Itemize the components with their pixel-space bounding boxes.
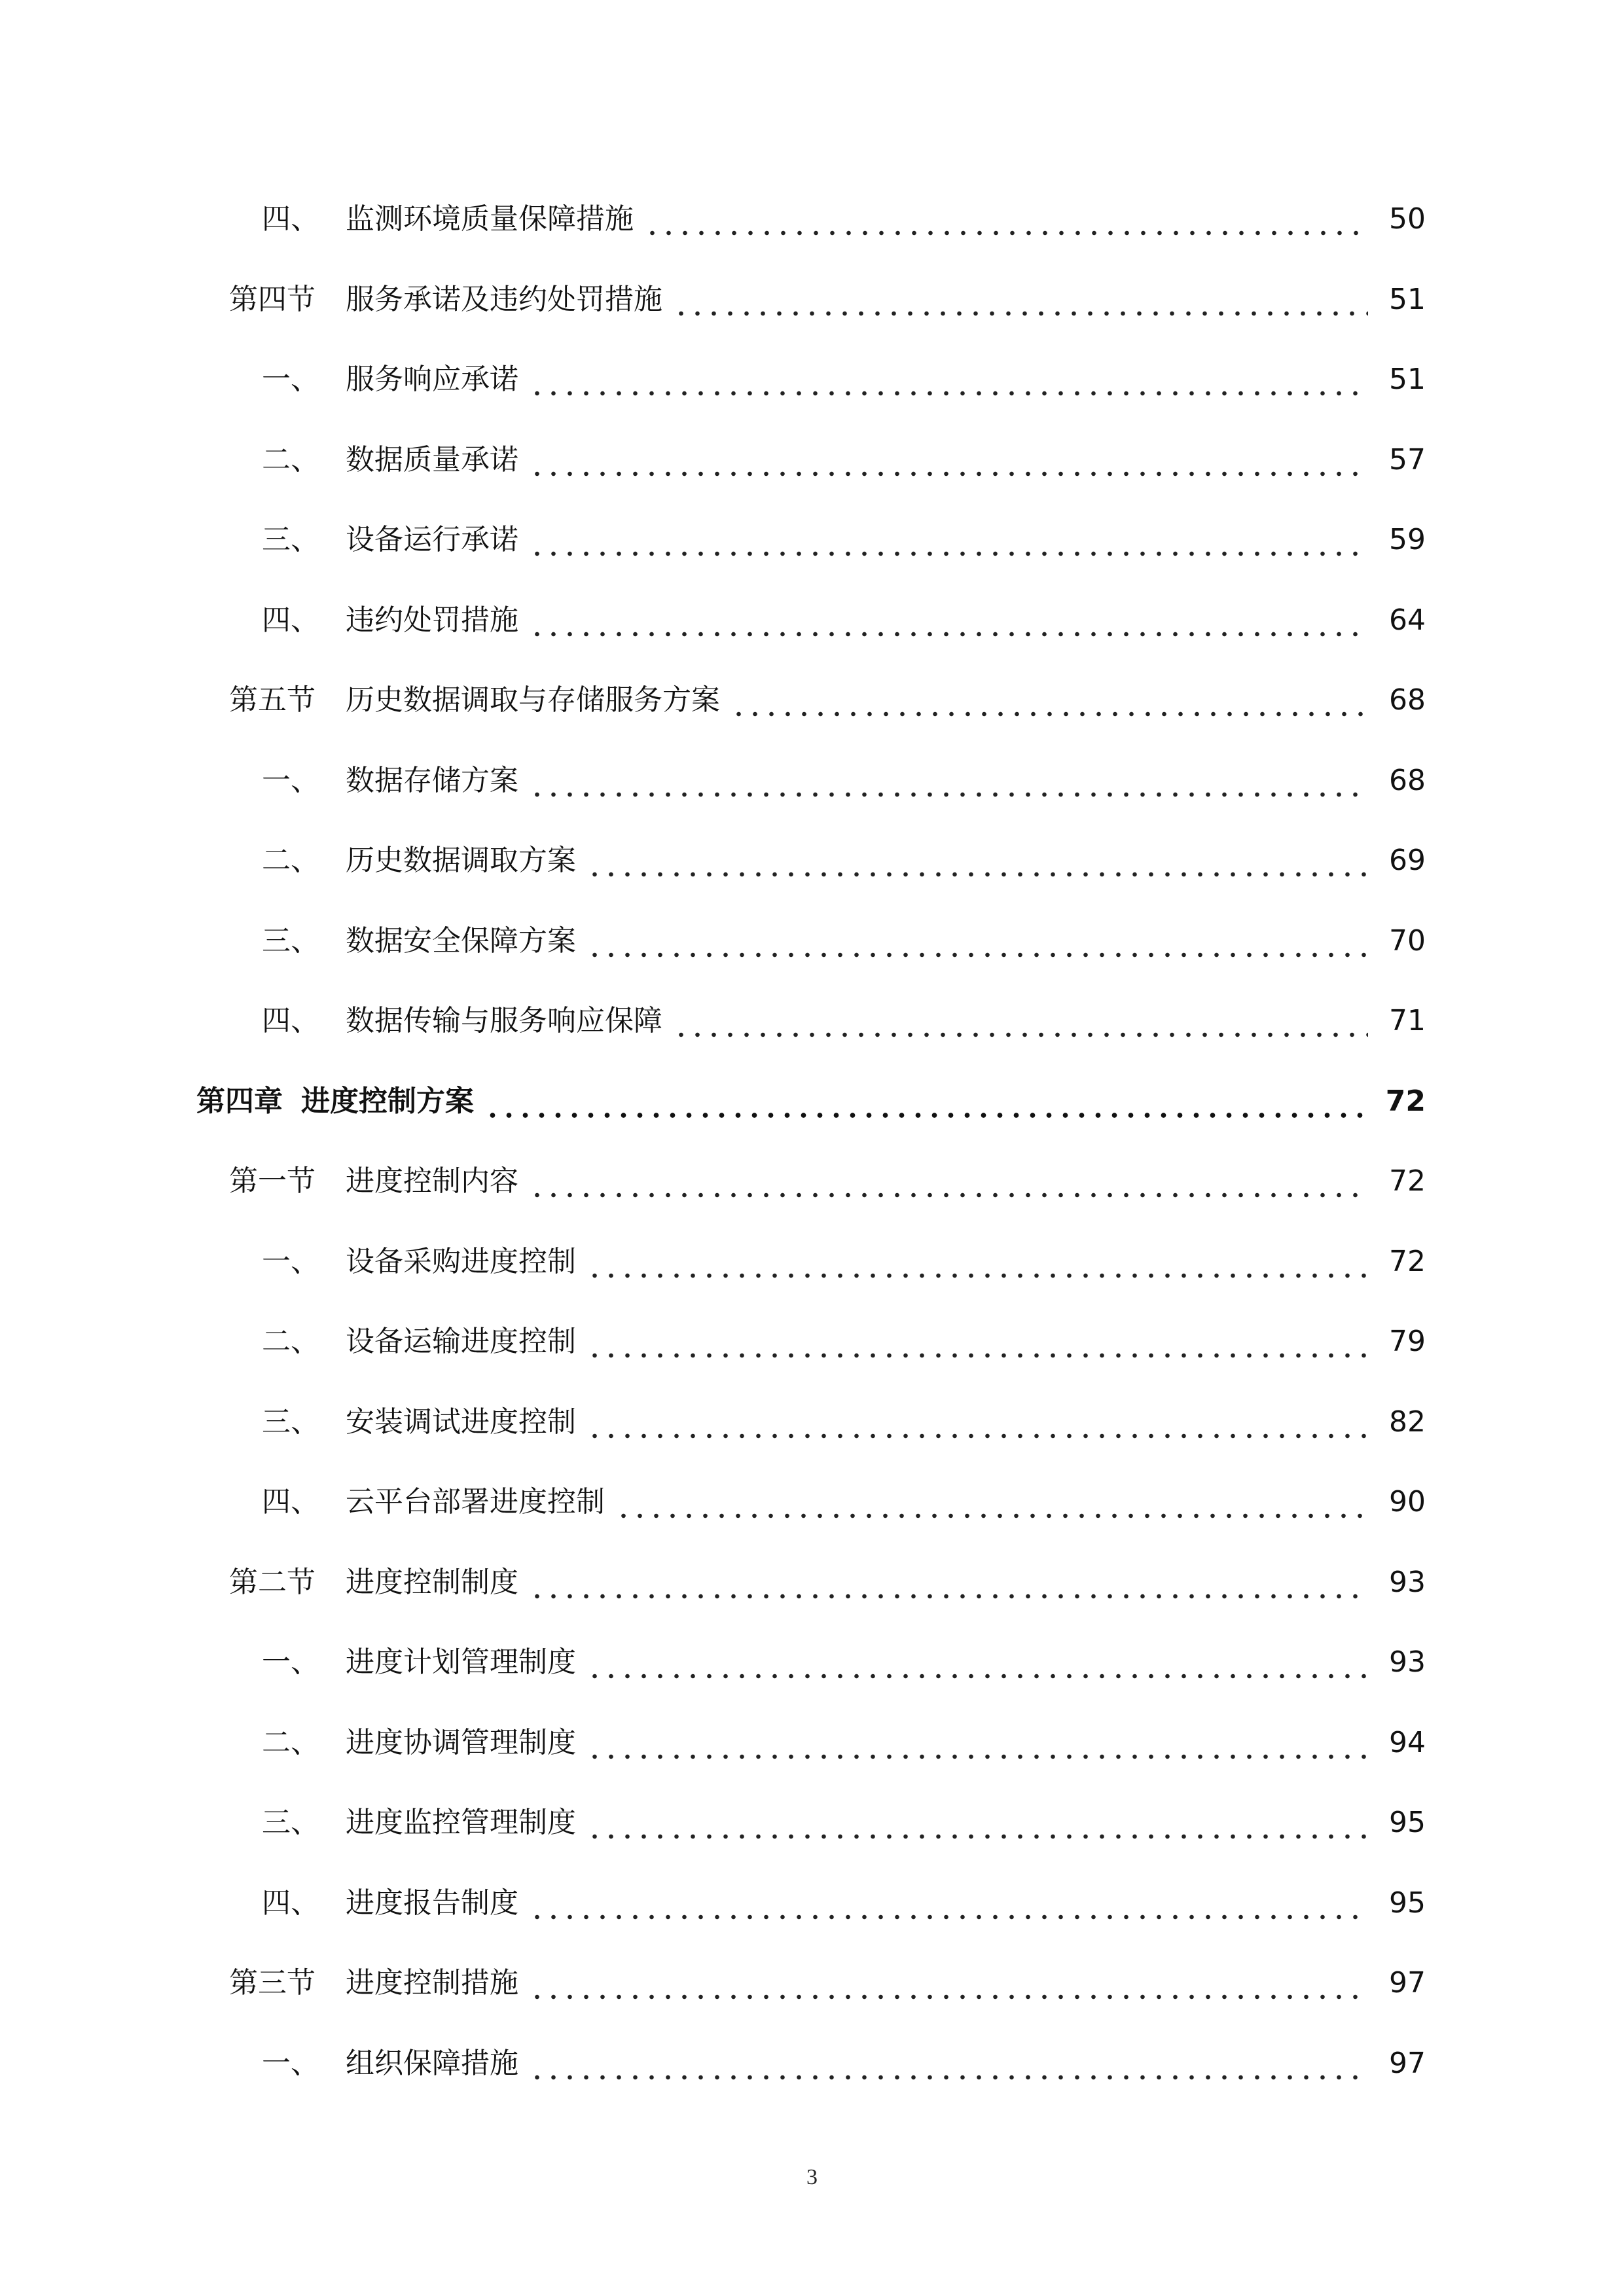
dot-leader [529, 2037, 1368, 2090]
dot-leader [586, 1797, 1368, 1849]
toc-entry-title: 历史数据调取方案 [346, 844, 576, 877]
toc-entry-page-number: 51 [1389, 283, 1426, 316]
toc-entry-title: 进度协调管理制度 [346, 1726, 576, 1759]
toc-entry-prefix: 二、 [262, 1726, 319, 1759]
toc-entry-prefix: 一、 [262, 2047, 319, 2080]
toc-entry-title: 数据传输与服务响应保障 [346, 1004, 662, 1037]
toc-entry-item[interactable] [0, 915, 1624, 967]
toc-entry-item[interactable] [0, 193, 1624, 245]
toc-entry-section[interactable] [0, 274, 1624, 326]
toc-entry-page-number: 59 [1389, 523, 1426, 556]
dot-leader [586, 915, 1368, 967]
toc-entry-page-number: 71 [1389, 1004, 1426, 1037]
dot-leader [615, 1476, 1368, 1528]
toc-entry-title: 安装调试进度控制 [346, 1405, 576, 1439]
toc-entry-prefix: 四、 [262, 603, 319, 637]
page-number: 3 [806, 2165, 818, 2189]
toc-entry-page-number: 95 [1389, 1806, 1426, 1839]
dot-leader [529, 353, 1368, 406]
dot-leader [731, 674, 1368, 726]
toc-entry-title: 违约处罚措施 [346, 603, 518, 637]
dot-leader [529, 1877, 1368, 1929]
toc-entry-prefix: 一、 [262, 1645, 319, 1679]
dot-leader [529, 1556, 1368, 1609]
toc-entry-title: 组织保障措施 [346, 2047, 518, 2080]
toc-entry-item[interactable] [0, 1877, 1624, 1929]
toc-entry-page-number: 50 [1389, 202, 1426, 236]
toc-entry-item[interactable] [0, 1316, 1624, 1368]
toc-entry-page-number: 90 [1389, 1485, 1426, 1518]
toc-entry-page-number: 94 [1389, 1726, 1426, 1759]
toc-entry-page-number: 82 [1389, 1405, 1426, 1439]
toc-entry-page-number: 93 [1389, 1645, 1426, 1679]
toc-entry-page-number: 72 [1385, 1085, 1426, 1118]
toc-entry-prefix: 二、 [262, 443, 319, 476]
toc-entry-title: 进度控制措施 [346, 1966, 518, 2000]
toc-entry-page-number: 97 [1389, 2047, 1426, 2080]
toc-entry-title: 进度报告制度 [346, 1886, 518, 1920]
toc-entry-prefix: 第一节 [229, 1164, 316, 1198]
toc-entry-title: 设备运输进度控制 [346, 1325, 576, 1358]
toc-entry-prefix: 四、 [262, 1485, 319, 1518]
toc-entry-item[interactable] [0, 514, 1624, 566]
dot-leader [586, 1396, 1368, 1448]
toc-entry-prefix: 第二节 [229, 1566, 316, 1599]
toc-entry-section[interactable] [0, 674, 1624, 726]
toc-entry-page-number: 57 [1389, 443, 1426, 476]
dot-leader [586, 834, 1368, 887]
toc-entry-prefix: 一、 [262, 764, 319, 797]
toc-entry-title: 进度控制内容 [346, 1164, 518, 1198]
toc-entry-prefix: 一、 [262, 1245, 319, 1278]
dot-leader [484, 1075, 1368, 1128]
toc-entry-prefix: 三、 [262, 1405, 319, 1439]
toc-entry-title: 进度监控管理制度 [346, 1806, 576, 1839]
dot-leader [673, 995, 1368, 1047]
toc-entry-prefix: 二、 [262, 1325, 319, 1358]
toc-entry-page-number: 68 [1389, 683, 1426, 717]
toc-entry-page-number: 70 [1389, 924, 1426, 958]
toc-entry-page-number: 79 [1389, 1325, 1426, 1358]
dot-leader [673, 274, 1368, 326]
toc-entry-section[interactable] [0, 1155, 1624, 1208]
toc-entry-prefix: 第五节 [229, 683, 316, 717]
dot-leader [529, 755, 1368, 807]
toc-entry-title: 监测环境质量保障措施 [346, 202, 634, 236]
dot-leader [529, 594, 1368, 647]
toc-entry-title: 数据安全保障方案 [346, 924, 576, 958]
toc-entry-title: 服务承诺及违约处罚措施 [346, 283, 662, 316]
toc-entry-title: 进度控制方案 [301, 1085, 474, 1118]
toc-entry-title: 设备采购进度控制 [346, 1245, 576, 1278]
toc-entry-page-number: 95 [1389, 1886, 1426, 1920]
toc-entry-prefix: 一、 [262, 363, 319, 396]
toc-entry-prefix: 三、 [262, 924, 319, 958]
toc-entry-item[interactable] [0, 1236, 1624, 1288]
dot-leader [586, 1316, 1368, 1368]
toc-entry-prefix: 三、 [262, 1806, 319, 1839]
dot-leader [586, 1236, 1368, 1288]
toc-entry-prefix: 第四节 [229, 283, 316, 316]
toc-entry-item[interactable] [0, 594, 1624, 647]
dot-leader [529, 1155, 1368, 1208]
toc-entry-item[interactable] [0, 755, 1624, 807]
toc-entry-title: 进度计划管理制度 [346, 1645, 576, 1679]
dot-leader [644, 193, 1368, 245]
toc-entry-page-number: 64 [1389, 603, 1426, 637]
toc-entry-chapter[interactable] [0, 1075, 1624, 1128]
dot-leader [529, 514, 1368, 566]
toc-entry-item[interactable] [0, 353, 1624, 406]
toc-entry-item[interactable] [0, 995, 1624, 1047]
toc-entry-section[interactable] [0, 1556, 1624, 1609]
toc-entry-prefix: 第三节 [229, 1966, 316, 2000]
toc-entry-title: 数据存储方案 [346, 764, 518, 797]
toc-entry-page-number: 72 [1389, 1245, 1426, 1278]
dot-leader [529, 1957, 1368, 2009]
toc-entry-section[interactable] [0, 1957, 1624, 2009]
dot-leader [586, 1636, 1368, 1689]
toc-entry-page-number: 69 [1389, 844, 1426, 877]
toc-entry-title: 云平台部署进度控制 [346, 1485, 605, 1518]
toc-entry-item[interactable] [0, 834, 1624, 887]
toc-entry-item[interactable] [0, 434, 1624, 486]
toc-entry-item[interactable] [0, 2037, 1624, 2090]
toc-entry-item[interactable] [0, 1396, 1624, 1448]
toc-entry-page-number: 72 [1389, 1164, 1426, 1198]
toc-entry-prefix: 二、 [262, 844, 319, 877]
toc-entry-prefix: 第四章 [196, 1085, 283, 1118]
toc-entry-prefix: 四、 [262, 1004, 319, 1037]
toc-entry-page-number: 51 [1389, 363, 1426, 396]
toc-entry-prefix: 三、 [262, 523, 319, 556]
toc-entry-prefix: 四、 [262, 202, 319, 236]
toc-entry-title: 设备运行承诺 [346, 523, 518, 556]
toc-entry-item[interactable] [0, 1717, 1624, 1769]
toc-entry-title: 历史数据调取与存储服务方案 [346, 683, 720, 717]
toc-entry-prefix: 四、 [262, 1886, 319, 1920]
toc-entry-page-number: 93 [1389, 1566, 1426, 1599]
toc-entry-title: 服务响应承诺 [346, 363, 518, 396]
toc-entry-item[interactable] [0, 1636, 1624, 1689]
toc-entry-title: 进度控制制度 [346, 1566, 518, 1599]
toc-entry-item[interactable] [0, 1797, 1624, 1849]
toc-entry-title: 数据质量承诺 [346, 443, 518, 476]
toc-entry-item[interactable] [0, 1476, 1624, 1528]
toc-entry-page-number: 97 [1389, 1966, 1426, 2000]
dot-leader [586, 1717, 1368, 1769]
toc-entry-page-number: 68 [1389, 764, 1426, 797]
dot-leader [529, 434, 1368, 486]
